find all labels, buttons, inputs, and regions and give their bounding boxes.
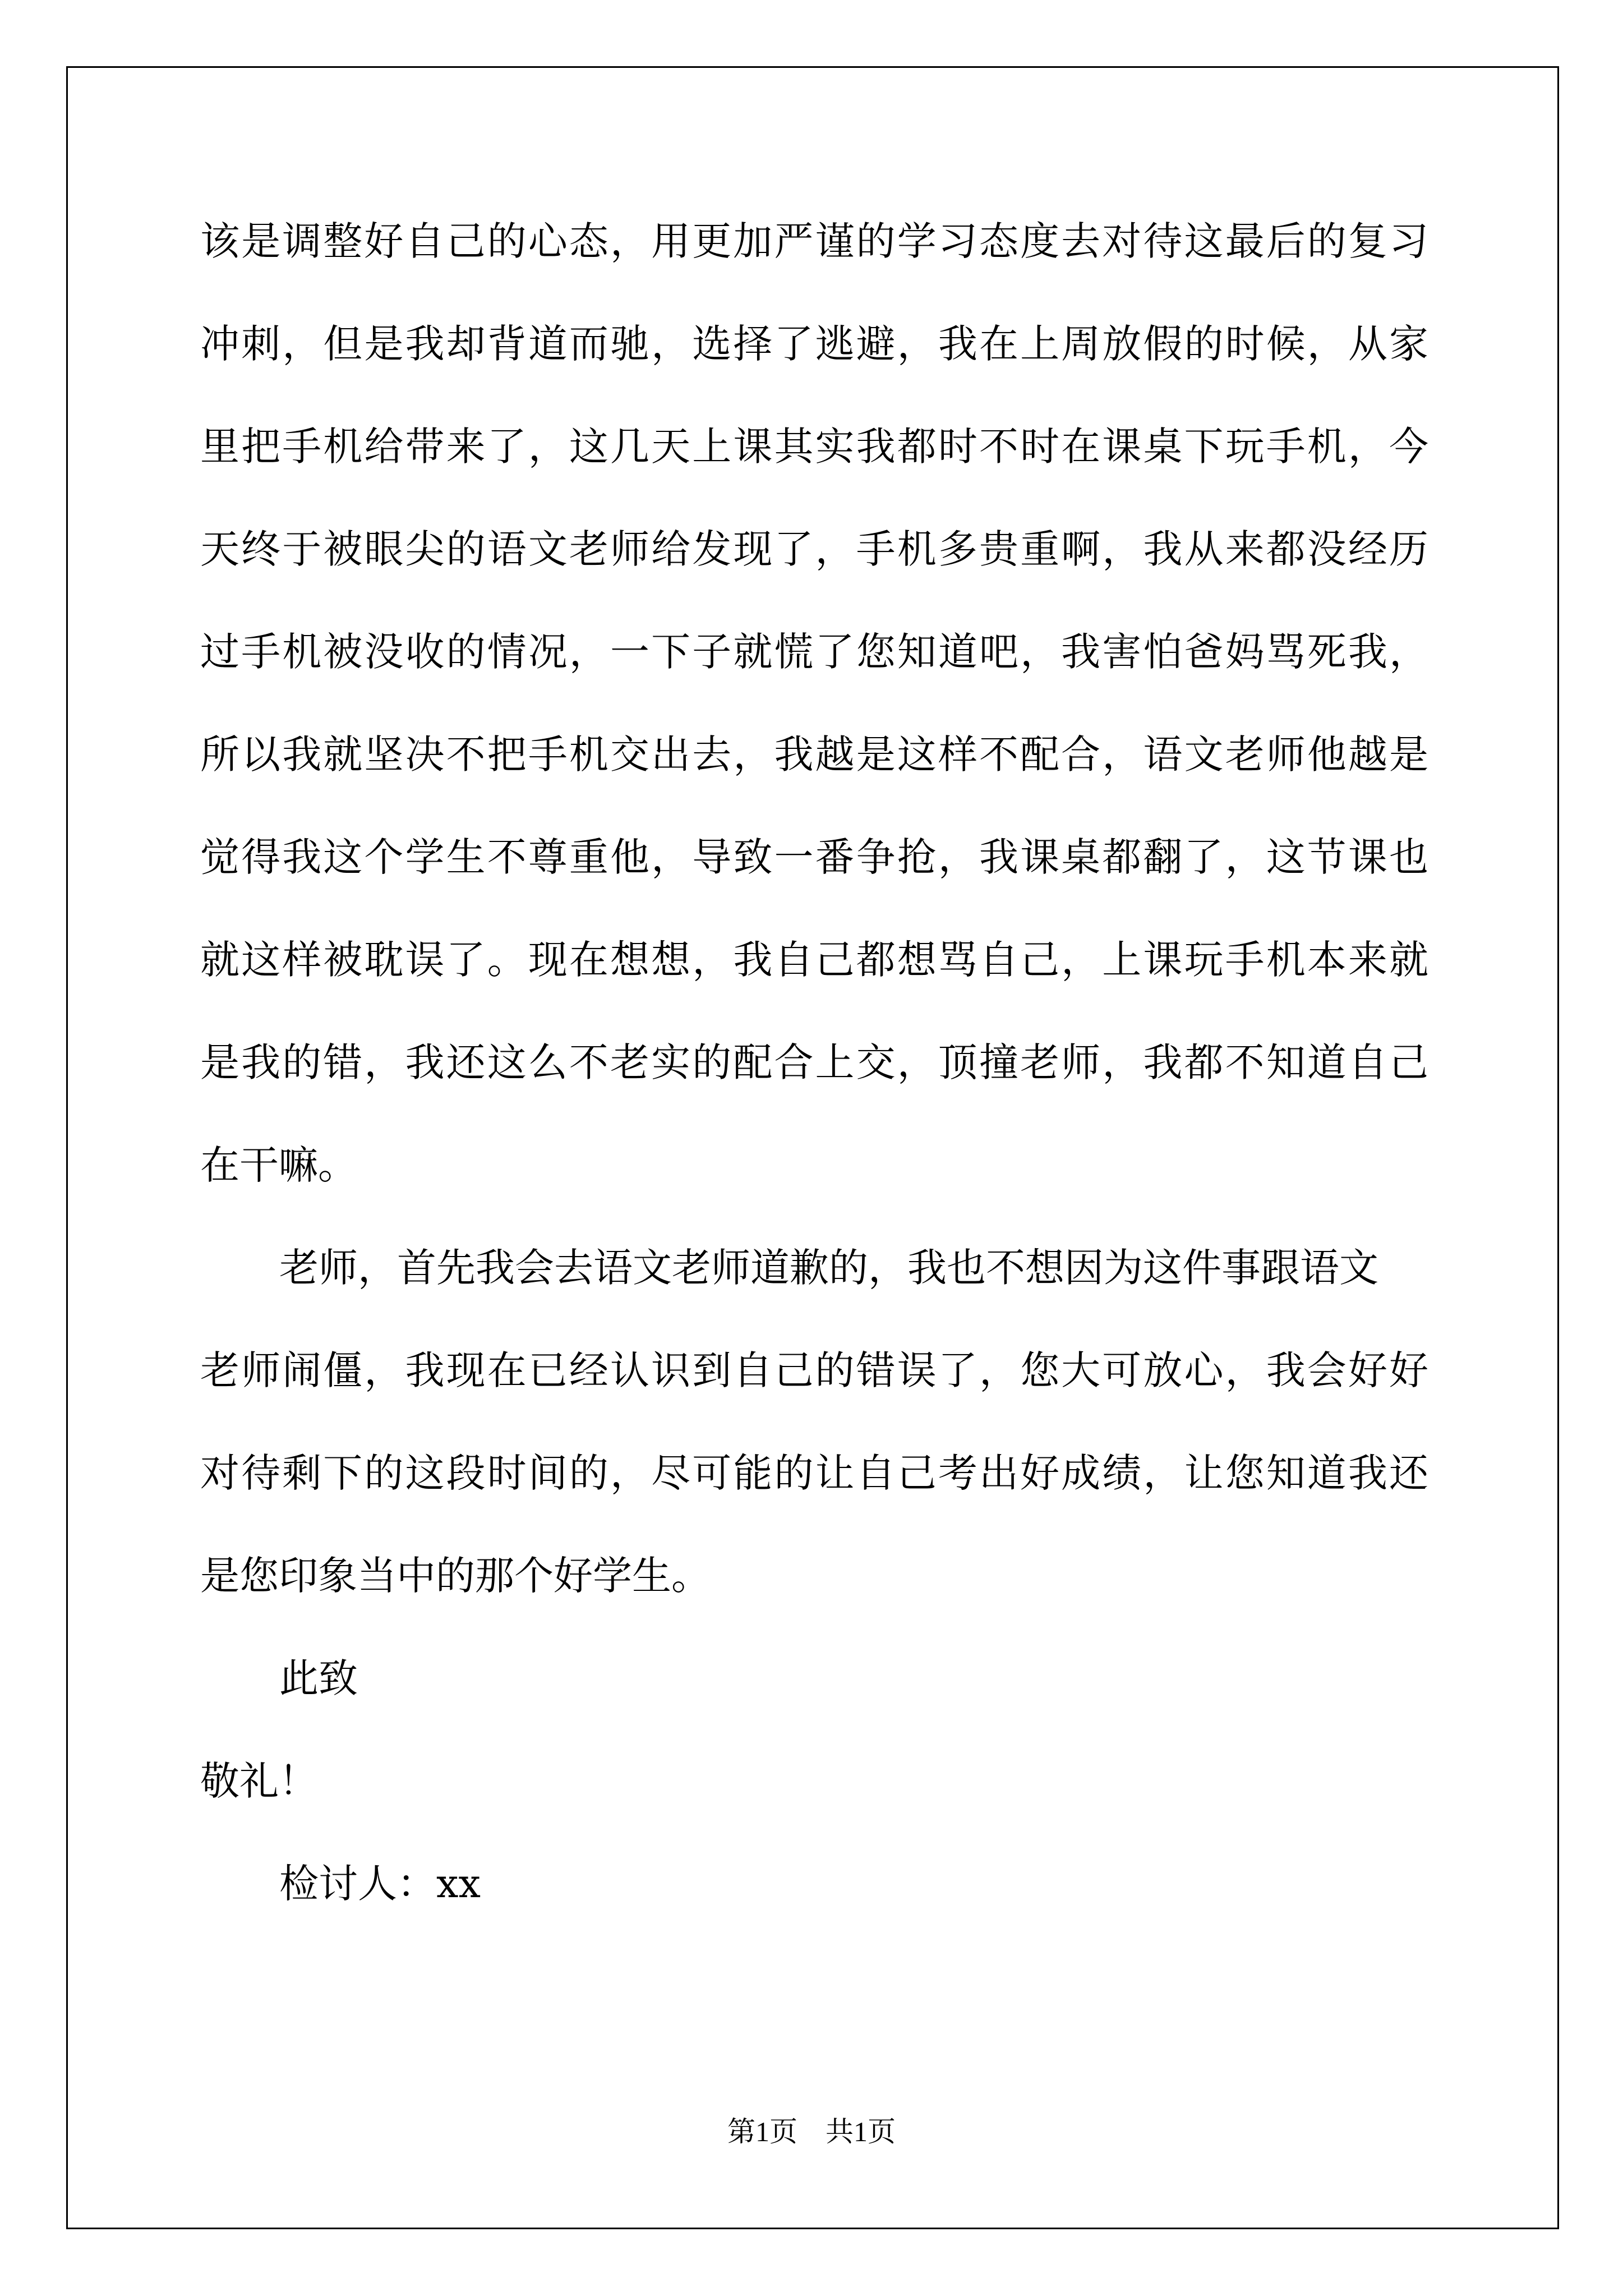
body-line-4: 天终于被眼尖的语文老师给发现了，手机多贵重啊，我从来都没经历 [200, 526, 1428, 572]
body-line-10: 在干嘛。 [200, 1142, 357, 1188]
body-line-3: 里把手机给带来了，这几天上课其实我都时不时在课桌下玩手机，今 [200, 424, 1428, 470]
body-line-1: 该是调整好自己的心态，用更加严谨的学习态度去对待这最后的复习 [200, 218, 1428, 264]
paragraph-2-line-1: 老师，首先我会去语文老师道歉的，我也不想因为这件事跟语文 [279, 1245, 1378, 1291]
body-line-7: 觉得我这个学生不尊重他，导致一番争抢，我课桌都翻了，这节课也 [200, 834, 1428, 880]
body-line-6: 所以我就坚决不把手机交出去，我越是这样不配合，语文老师他越是 [200, 731, 1428, 777]
body-line-8: 就这样被耽误了。现在想想，我自己都想骂自己，上课玩手机本来就 [200, 937, 1428, 983]
page-footer: 第1页 共1页 [727, 2116, 896, 2147]
body-line-5: 过手机被没收的情况，一下子就慌了您知道吧，我害怕爸妈骂死我， [200, 629, 1428, 675]
closing-regards: 敬礼！ [200, 1758, 318, 1804]
body-line-2: 冲刺，但是我却背道而驰，选择了逃避，我在上周放假的时候，从家 [200, 321, 1428, 367]
closing-salutation: 此致 [279, 1655, 358, 1701]
paragraph-2-line-3: 对待剩下的这段时间的，尽可能的让自己考出好成绩，让您知道我还 [200, 1450, 1428, 1496]
body-line-9: 是我的错，我还这么不老实的配合上交，顶撞老师，我都不知道自己 [200, 1039, 1428, 1085]
signature-line: 检讨人：xx [279, 1861, 481, 1907]
paragraph-2-line-2: 老师闹僵，我现在已经认识到自己的错误了，您大可放心，我会好好 [200, 1347, 1428, 1393]
paragraph-2-line-4: 是您印象当中的那个好学生。 [200, 1553, 711, 1599]
